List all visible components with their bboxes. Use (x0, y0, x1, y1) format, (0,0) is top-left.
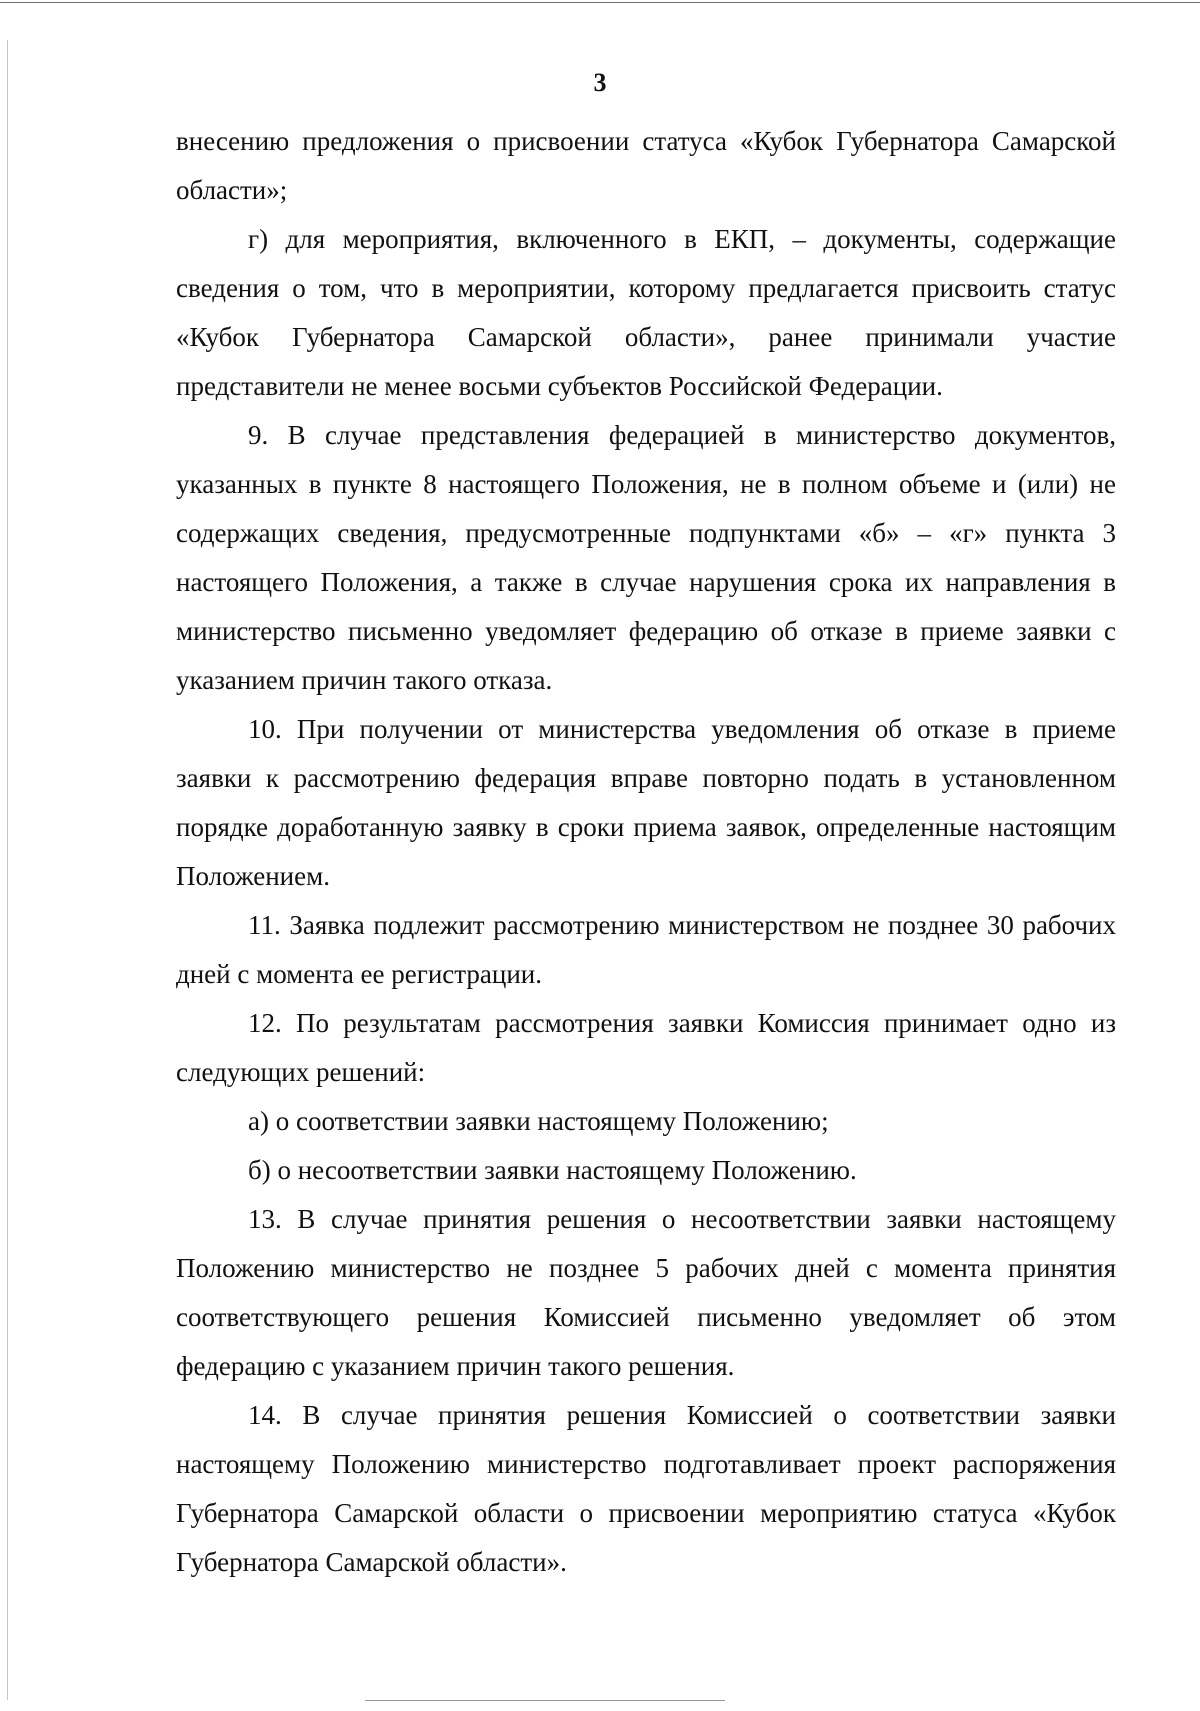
paragraph-9: 9. В случае представления федерацией в министерство документов, указанных в пункте 8 настоящего Положения, не в полном объеме и (или) не содержащих сведения, предусмотренные подпунктами «б» – «г» пункта 3 настоящего Положения, а также в случае нарушения срока их направления в министерство письменно уведомляет федерацию об отказе в приеме заявки с указанием причин такого отказа. (176, 420, 1116, 695)
scan-left-edge (7, 40, 8, 1700)
paragraph-11: 11. Заявка подлежит рассмотрению министерством не позднее 30 рабочих дней с момента ее регистрации. (176, 910, 1116, 989)
paragraph-continuation: внесению предложения о присвоении статуса «Кубок Губернатора Самарской области»; (176, 126, 1116, 205)
paragraph-12: 12. По результатам рассмотрения заявки Комиссия принимает одно из следующих решений: (176, 1008, 1116, 1087)
paragraph-10: 10. При получении от министерства уведомления об отказе в приеме заявки к рассмотрению федерация вправе повторно подать в установленном порядке доработанную заявку в сроки приема заявок, определенные настоящим Положением. (176, 714, 1116, 891)
page-number: 3 (593, 68, 607, 97)
paragraph-item-g: г) для мероприятия, включенного в ЕКП, – документы, содержащие сведения о том, что в мероприятии, которому предлагается присвоить статус «Кубок Губернатора Самарской области», ранее принимали участие представители не менее восьми субъектов Российской Федерации. (176, 224, 1116, 401)
paragraph-12-item-b: б) о несоответствии заявки настоящему Положению. (248, 1155, 857, 1185)
scan-top-edge (0, 2, 1200, 3)
paragraph-12-item-a: а) о соответствии заявки настоящему Положению; (248, 1106, 829, 1136)
paragraph-13: 13. В случае принятия решения о несоответствии заявки настоящему Положению министерство не позднее 5 рабочих дней с момента принятия соответствующего решения Комиссией письменно уведомляет об этом федерацию с указанием причин такого решения. (176, 1204, 1116, 1381)
scan-bottom-edge (365, 1700, 725, 1701)
paragraph-14: 14. В случае принятия решения Комиссией о соответствии заявки настоящему Положению министерство подготавливает проект распоряжения Губернатора Самарской области о присвоении мероприятию статуса «Кубок Губернатора Самарской области». (176, 1400, 1116, 1577)
document-body (176, 117, 1116, 1587)
